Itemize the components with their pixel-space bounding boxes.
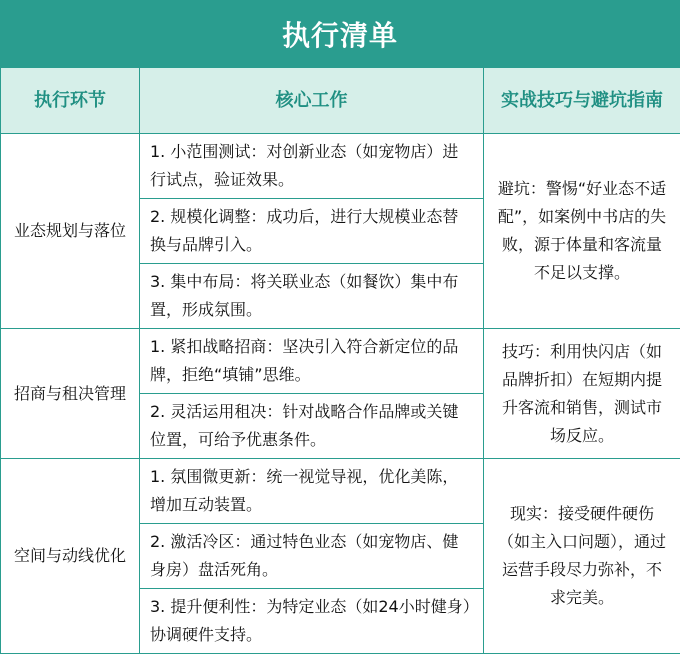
table-row xyxy=(1,459,680,524)
checklist-table xyxy=(0,67,680,654)
tip-cell: 技巧：利用快闪店（如品牌折扣）在短期内提升客流和销售，测试市场反应。 xyxy=(484,329,680,459)
tip-cell: 避坑：警惕“好业态不适配”，如案例中书店的失败，源于体量和客流量不足以支撑。 xyxy=(484,134,680,329)
table-header-row xyxy=(1,68,680,134)
work-item: 2. 规模化调整：成功后，进行大规模业态替换与品牌引入。 xyxy=(140,199,484,264)
tip-cell: 现实：接受硬件硬伤（如主入口问题），通过运营手段尽力弥补，不求完美。 xyxy=(484,459,680,654)
header-stage: 执行环节 xyxy=(1,68,140,134)
header-tips: 实战技巧与避坑指南 xyxy=(484,68,680,134)
work-item: 1. 小范围测试：对创新业态（如宠物店）进行试点，验证效果。 xyxy=(140,134,484,199)
stage-cell: 空间与动线优化 xyxy=(1,459,140,654)
stage-cell: 业态规划与落位 xyxy=(1,134,140,329)
work-item: 2. 激活冷区：通过特色业态（如宠物店、健身房）盘活死角。 xyxy=(140,524,484,589)
table-row xyxy=(1,329,680,394)
work-item: 2. 灵活运用租决：针对战略合作品牌或关键位置，可给予优惠条件。 xyxy=(140,394,484,459)
work-item: 3. 集中布局：将关联业态（如餐饮）集中布置，形成氛围。 xyxy=(140,264,484,329)
table-row xyxy=(1,134,680,199)
work-item: 1. 氛围微更新：统一视觉导视，优化美陈，增加互动装置。 xyxy=(140,459,484,524)
work-item: 3. 提升便利性：为特定业态（如24小时健身）协调硬件支持。 xyxy=(140,589,484,654)
header-work: 核心工作 xyxy=(140,68,484,134)
page-title: 执行清单 xyxy=(0,0,680,67)
work-item: 1. 紧扣战略招商：坚决引入符合新定位的品牌，拒绝“填铺”思维。 xyxy=(140,329,484,394)
stage-cell: 招商与租决管理 xyxy=(1,329,140,459)
